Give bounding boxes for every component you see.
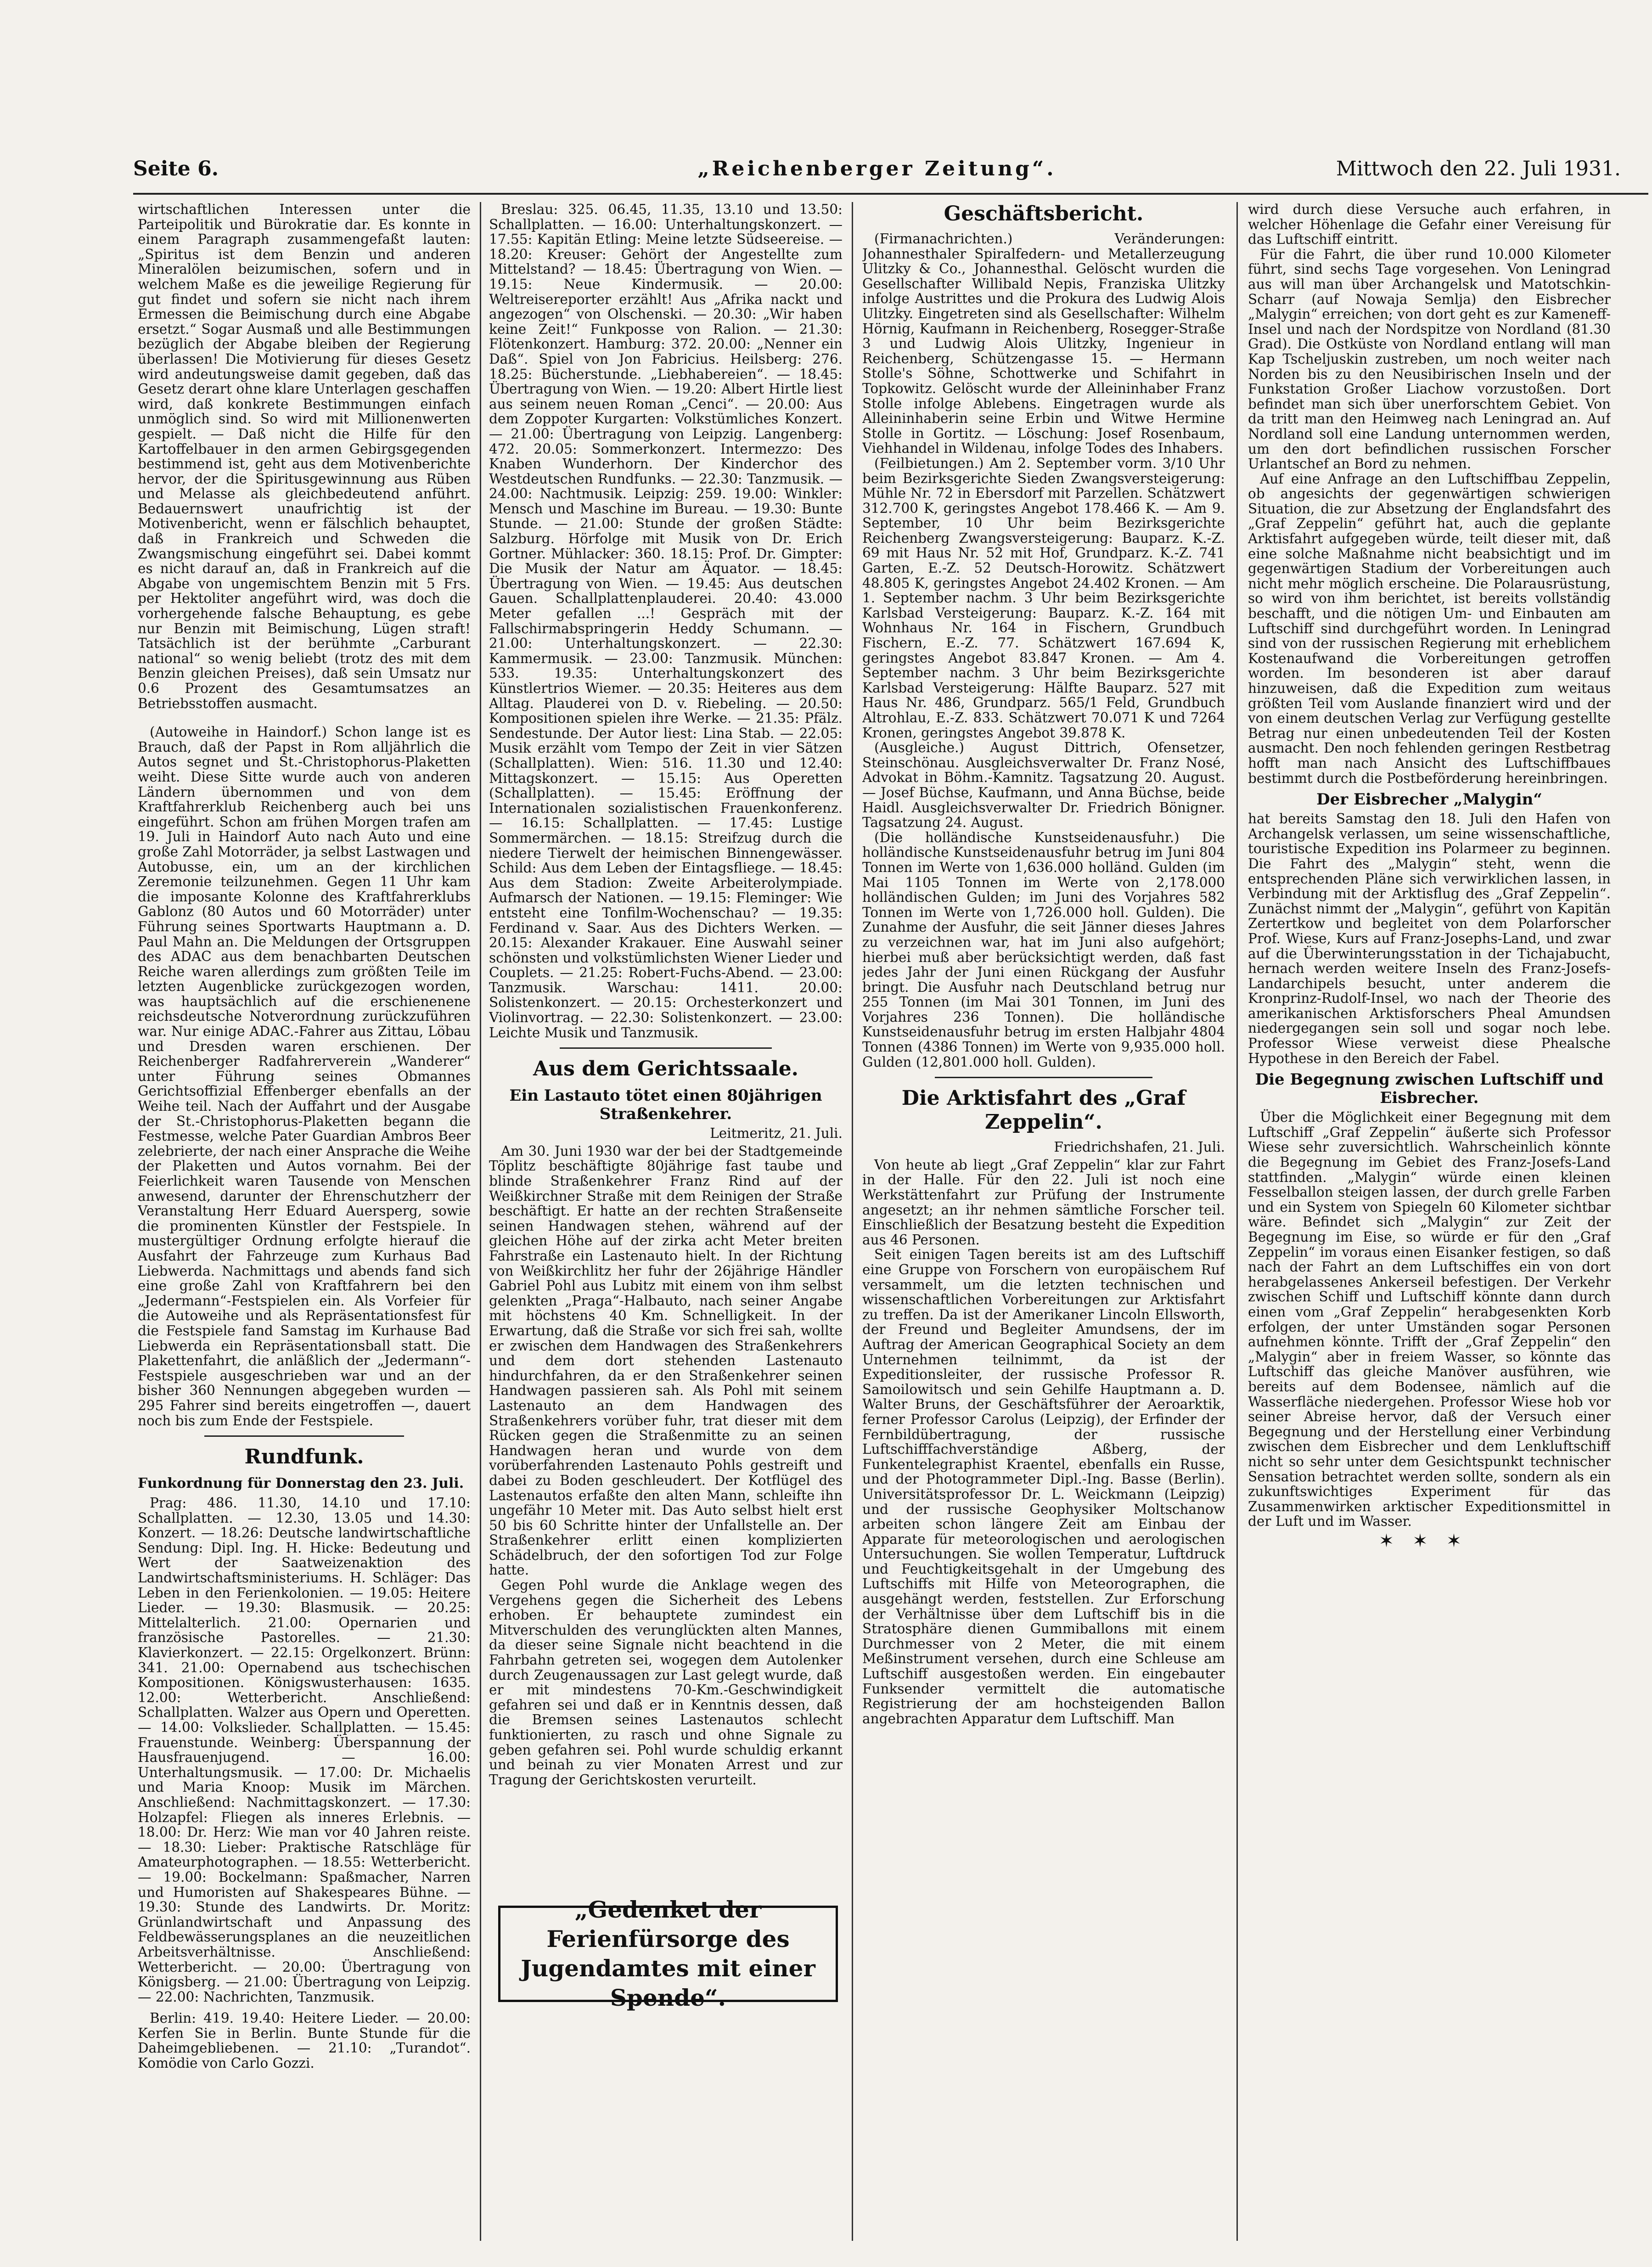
section-heading-gericht: Aus dem Gerichtssaale. [533, 1057, 798, 1081]
column-4 [1248, 202, 1611, 2250]
section-heading-rundfunk: Rundfunk. [244, 1445, 364, 1469]
column-2 [489, 202, 843, 1901]
arktis-continued-3: Auf eine Anfrage an den Luftschiffbau Zeppelin, ob angesichts der gegenwärtigen schwierigen Situation, die zur Absetzung der Englandsfahrt des „Graf Zeppelin“ geführt hat, auch die geplante Arktisfahrt aufgegeben würde, teilt dieser mit, daß eine solche Maßnahme nicht beabsichtigt und im gegenwärtigen Stadium der Vorbereitungen auch nicht mehr möglich erscheine. Die Polarausrüstung, so wird von ihm berichtet, ist bereits vollständig beschafft, und die nötigen Um- und Einbauten am Luftschiff sind durchgeführt worden. In Leningrad sind von der russischen Regierung mit erheblichem Kostenaufwand die Vorbereitungen getroffen worden. Im besonderen ist aber darauf hinzuweisen, daß die Expedition zum weitaus größten Teil vom Auslande finanziert wird und der von einem deutschen Verlag zur Verfügung gestellte Betrag nur einen unbedeutenden Teil der Kosten ausmacht. Den noch fehlenden geringen Restbetrag hofft man nach Ansicht des Luftschiffbaues bestimmt durch die Postbeförderung hereinbringen. [1248, 471, 1611, 786]
section-rule [935, 1077, 1152, 1078]
ausgleiche: (Ausgleiche.) August Dittrich, Ofensetzer, Steinschönau. Ausgleichsverwalter Dr. Franz Nosé, Advokat in Böhm.-Kamnitz. Tagsatzung 20. August. — Josef Büchse, Kaufmann, und Anna Büchse, beide Haidl. Ausgleichsverwalter Dr. Friedrich Bönigner. Tagsatzung 24. August. [862, 740, 1225, 831]
header-rule [133, 193, 1648, 195]
begegnung-paragraph: Über die Möglichkeit einer Begegnung mit dem Luftschiff „Graf Zeppelin“ äußerte sich Professor Wiese sehr zuversichtlich. Wahrscheinlich könnte die Begegnung im Gebiet des Franz-Josefs-Land stattfinden. „Malygin“ würde einen kleinen Fesselballon steigen lassen, der durch grelle Farben und ein System von Spiegeln 60 Kilometer sichtbar wäre. Befindet sich „Malygin“ zur Zeit der Begegnung im Eise, so würde er für den „Graf Zeppelin“ im voraus einen Eisanker festigen, so daß nach der Fahrt an dem Luftschiffes ein von dort herabgelassenes Ankerseil befestigen. Der Verkehr zwischen Schiff und Luftschiff könnte dann durch einen vom „Graf Zeppelin“ herabgesenkten Korb erfolgen, der unter Umständen sogar Personen aufnehmen könnte. Trifft der „Graf Zeppelin“ den „Malygin“ aber in freiem Wasser, so könnte das Luftschiff das gleiche Manöver ausführen, wie bereits auf dem Bodensee, nämlich auf die Wasserfläche niedergehen. Professor Wiese hob vor seiner Abreise hervor, daß der Versuch einer Begegnung und der Herstellung einer Verbindung zwischen dem Eisbrecher und dem Lenkluftschiff nicht so sehr unter dem Gesichtspunkt technischer Sensation betrachtet werden sollte, sondern als ein zukunftswichtiges Experiment für das Zusammenwirken arktischer Expeditionsmittel in der Luft und im Wasser. [1248, 1109, 1611, 1530]
kunstseidenausfuhr: (Die holländische Kunstseidenausfuhr.) Die holländische Kunstseidenausfuhr betrug im Juni 804 Tonnen im Werte von 1,636.000 holländ. Gulden (im Mai 1105 Tonnen im Werte von 2,178.000 holländischen Gulden; im Juni des Vorjahres 582 Tonnen im Werte von 1,726.000 holl. Gulden). Die Zunahme der Ausfuhr, die seit Jänner dieses Jahres zu verzeichnen war, hat im Juni also aufgehört; hierbei muß aber berücksichtigt werden, daß fast jedes Jahr der Juni einen Rückgang der Ausfuhr bringt. Die Ausfuhr nach Deutschland betrug nur 255 Tonnen (im Mai 301 Tonnen, im Juni des Vorjahres 236 Tonnen). Die holländische Kunstseidenausfuhr betrug im ersten Halbjahr 4804 Tonnen (4386 Tonnen) im Werte von 9,935.000 holl. Gulden (12,801.000 holl. Gulden). [862, 829, 1225, 1070]
appeal-box [498, 1896, 838, 2011]
column-divider [480, 202, 481, 2241]
eisbrecher-paragraph: hat bereits Samstag den 18. Juli den Hafen von Archangelsk verlassen, um seine wissenschaftliche, touristische Expedition ins Polarmeer zu beginnen. Die Fahrt des „Malygin“ steht, wenn die entsprechenden Pläne sich verwirklichen lassen, in Verbindung mit der Arktisflug des „Graf Zeppelin“. Zunächst nimmt der „Malygin“, geführt von Kapitän Zertertkow und begleitet von dem Polarforscher Prof. Wiese, Kurs auf Franz-Josephs-Land, und zwar auf die Überwinterungsstation in der Tichajabucht, hernach werden weitere Inseln des Franz-Josefs-Landarchipels besucht, unter anderem die Kronprinz-Rudolf-Insel, wo nach der Theorie des amerikanischen Arktisforschers Pheal Amundsen niedergegangen sein soll und sogar noch lebe. Professor Wiese verweist diese Phealsche Hypothese in den Bereich der Fabel. [1248, 811, 1611, 1066]
page-number: Seite 6. [133, 157, 219, 180]
issue-date: Mittwoch den 22. Juli 1931. [1336, 157, 1621, 180]
article-continuation: wirtschaftlichen Interessen unter die Parteipolitik und Bürokratie dar. Es konnte in einem Paragraph zusammengefaßt lauten: „Spiritus ist dem Benzin und anderen Mineralölen beizumischen, sofern und in welchem Maße es die jeweilige Regierung für gut findet und sofern sie nicht nach ihrem Ermessen die Beimischung durch eine Abgabe ersetzt.“ Sogar Ausmaß und alle Bestimmungen bezüglich der Abgabe bleiben der Regierung überlassen! Die Motivierung für dieses Gesetz wird andeutungsweise damit gegeben, daß das Gesetz derart ohne klare Unterlagen geschaffen wird, daß konkrete Bestimmungen einfach unmöglich sind. So wird mit Millionenwerten gespielt. — Daß nicht die Hilfe für den Kartoffelbauer in den armen Gebirgsgegenden bestimmend ist, geht aus dem Motivenberichte hervor, der die Spiritusgewinnung aus Rüben und Melasse als gleichbedeutend anführt. Bedauernswert unaufrichtig ist der Motivenbericht, wenn er fälschlich behauptet, daß in Frankreich und Schweden die Zwangsmischung eingeführt sei. Dabei kommt es nicht darauf an, daß in Frankreich auf die Abgabe von ungemischtem Benzin mit 5 Frs. per Hektoliter angeführt wird, was doch die vorhergehende falsche Behauptung, es gebe nur Benzin mit Beimischung, Lügen straft! Tatsächlich ist der berühmte „Carburant national“ so wenig beliebt (trotz des mit dem Benzin gleichen Preises), daß sein Umsatz nur 0.6 Prozent des Gesamtumsatzes an Betriebsstoffen ausmacht. [138, 202, 471, 711]
section-rule [204, 1435, 404, 1437]
arktis-dateline: Friedrichshafen, 21. Juli. [1054, 1139, 1225, 1155]
eisbrecher-heading: Der Eisbrecher „Malygin“ [1316, 790, 1542, 809]
column-divider [852, 202, 853, 2241]
gericht-paragraph-2: Gegen Pohl wurde die Anklage wegen des Vergehens gegen die Sicherheit des Lebens erhoben. Er behauptete zumindest ein Mitverschulden des verunglückten alten Mannes, da dieser seine Signale nicht beachtend in die Fahrbahn getreten sei, wogegen dem Autolenker durch Zeugenaussagen zur Last gelegt wurde, daß er mit mindestens 70-Km.-Geschwindigkeit gefahren sei und daß er in Kenntnis dessen, daß die Bremsen seines Lastenautos schlecht funktionierten, zu rasch und ohne Signale zu geben gefahren sei. Pohl wurde schuldig erkannt und beinah zu vier Monaten Arrest und zur Tragung der Gerichtskosten verurteilt. [489, 1577, 843, 1788]
arktis-continued-2: Für die Fahrt, die über rund 10.000 Kilometer führt, sind sechs Tage vorgesehen. Von Leningrad aus will man über Archangelsk und Matotschkin-Scharr (auf Nowaja Semlja) den Eisbrecher „Malygin“ erreichen; von dort geht es zur Kameneff-Insel und nach der Nordspitze von Nordland (81.30 Grad). Die Ostküste von Nordland entlang will man Kap Tscheljuskin zustreben, um noch weiter nach Norden bis zu den Neusibirischen Inseln und der Funkstation Großer Liachow vorzustoßen. Dort befindet man sich über unerforschtem Gebiet. Von da tritt man den Heimweg nach Leningrad an. Auf Nordland soll eine Landung unternommen werden, um den dort befindlichen russischen Forscher Urlantschef an Bord zu nehmen. [1248, 246, 1611, 472]
rundfunk-subheading: Funkordnung für Donnerstag den 23. Juli. [138, 1475, 464, 1492]
page-header [133, 157, 1621, 185]
section-rule [560, 1047, 772, 1049]
gericht-subheading: Ein Lastauto tötet einen 80jährigen Straßenkehrer. [509, 1086, 822, 1124]
gericht-paragraph-1: Am 30. Juni 1930 war der bei der Stadtgemeinde Töplitz beschäftigte 80jährige fast taube und blinde Straßenkehrer Franz Rind auf der Weißkirchner Straße mit dem Reinigen der Straße beschäftigt. Er hatte an der rechten Straßenseite seinen Handwagen stehen, während auf der gleichen Höhe auf der zirka acht Meter breiten Fahrstraße ein Lastenauto hielt. In der Richtung von Weißkirchlitz her fuhr der 26jährige Händler Gabriel Pohl aus Lubitz mit einem von ihm selbst gelenkten „Praga“-Halbauto, nach seiner Angabe mit höchstens 40 Km. Schnelligkeit. In der Erwartung, daß die Straße vor sich frei sah, wollte er zwischen dem Handwagen des Straßenkehrers und dem dort stehenden Lastenauto hindurchfahren, da er den Straßenkehrer seinen Handwagen passieren sah. Als Pohl mit seinem Lastenauto an dem Handwagen des Straßenkehrers vorüber fuhr, trat dieser mit dem Rücken gegen die Straßenmitte zu an seinen Handwagen heran und wurde von dem vorüberfahrenden Lastenauto Pohls gestreift und dabei zu Boden geschleudert. Der Kotflügel des Lastenautos erfaßte den alten Mann, schleifte ihn ungefähr 10 Meter mit. Das Auto selbst hielt erst 50 bis 60 Schritte hinter der Unfallstelle an. Der Straßenkehrer erlitt einen komplizierten Schädelbruch, der den sofortigen Tod zur Folge hatte. [489, 1143, 843, 1578]
ornament-stars: ✶✶✶ [1378, 1530, 1480, 1552]
rundfunk-program: Prag: 486. 11.30, 14.10 und 17.10: Schallplatten. — 12.30, 13.05 und 14.30: Konzert. — 18.26: Deutsche landwirtschaftliche Sendung: Dipl. Ing. H. Hicke: Bedeutung und Wert der Saatweizenaktion des Landwirtschaftsministeriums. H. Schläger: Das Leben in den Ferienkolonien. — 19.05: Heitere Lieder. — 19.30: Blasmusik. — 20.25: Mittelalterlich. 21.00: Opernarien und französische Pastorelles. — 21.30: Klavierkonzert. — 22.15: Orgelkonzert. Brünn: 341. 21.00: Opernabend aus tschechischen Kompositionen. Königswusterhausen: 1635. 12.00: Wetterbericht. Anschließend: Schallplatten. Walzer aus Opern und Operetten. — 14.00: Volkslieder. Schallplatten. — 15.45: Frauenstunde. Weinberg: Überspannung der Hausfrauenjugend. — 16.00: Unterhaltungsmusik. — 17.00: Dr. Michaelis und Maria Knoop: Musik im Märchen. Anschließend: Nachmittagskonzert. — 17.30: Holzapfel: Fliegen als inneres Erlebnis. — 18.00: Dr. Herz: Wie man vor 40 Jahren reiste. — 18.30: Lieber: Praktische Ratschläge für Amateurphotographen. — 18.55: Wetterbericht. — 19.00: Bockelmann: Spaßmacher, Narren und Humoristen auf Shakespeares Bühne. — 19.30: Stunde des Landwirts. Dr. Moritz: Grünlandwirtschaft und Anpassung des Feldbewässerungsplanes an die neuzeitlichen Arbeitsverhältnisse. Anschließend: Wetterbericht. — 20.00: Übertragung von Königsberg. — 21.00: Übertragung von Leipzig. — 22.00: Nachrichten, Tanzmusik. [138, 1495, 471, 2005]
firmennachrichten: (Firmanachrichten.) Veränderungen: Johannesthaler Spiralfedern- und Metallerzeugung Ulitzky & Co., Johannesthal. Gelöscht wurden die Gesellschafter Willibald Nepis, Franziska Ulitzky infolge Austrittes und die Prokura des Ludwig Alois Ulitzky. Eingetreten sind als Gesellschafter: Wilhelm Hörnig, Kaufmann in Reichenberg, Rosegger-Straße 3 und Ludwig Alois Ulitzky, Ingenieur in Reichenberg, Schützengasse 15. — Hermann Stolle's Söhne, Schottwerke und Schifahrt in Topkowitz. Gelöscht wurde der Alleininhaber Franz Stolle infolge Ablebens. Eingetragen wurde als Alleininhaberin seine Erbin und Witwe Hermine Stolle in Gortitz. — Löschung: Josef Rosenbaum, Viehhandel in Wildenau, infolge Todes des Inhabers. [862, 231, 1225, 456]
section-heading-geschaeft: Geschäftsbericht. [944, 202, 1144, 225]
arktis-paragraph-1: Von heute ab liegt „Graf Zeppelin“ klar zur Fahrt in der Halle. Für den 22. Juli ist noch eine Werkstättenfahrt zur Prüfung der Instrumente angesetzt; an ihr nehmen sämtliche Forscher teil. Einschließlich der Besatzung besteht die Expedition aus 46 Personen. [862, 1157, 1225, 1248]
newspaper-title: „Reichenberger Zeitung“. [697, 157, 1056, 180]
article-autoweihe: (Autoweihe in Haindorf.) Schon lange ist es Brauch, daß der Papst in Rom alljährlich die Autos segnet und St.-Christophorus-Plaketten weiht. Diese Sitte wurde auch von anderen Ländern übernommen und von dem Kraftfahrerklub Reichenberg auch bei uns eingeführt. Schon am frühen Morgen trafen am 19. Juli in Haindorf Auto nach Auto und eine große Zahl Motorräder, ja selbst Lastwagen und Autobusse, ein, um an der kirchlichen Zeremonie teilzunehmen. Gegen 11 Uhr kam die imposante Kolonne des Kraftfahrerklubs Gablonz (80 Autos und 60 Motorräder) unter Führung seines Sportwarts Hauptmann a. D. Paul Mahn an. Die Meldungen der Ortsgruppen des ADAC aus dem benachbarten Deutschen Reiche waren allerdings zum größten Teile im letzten Augenblicke zurückgezogen worden, was hauptsächlich auf die erschienenene reichsdeutsche Notverordnung zurückzuführen war. Nur einige ADAC.-Fahrer aus Zittau, Löbau und Dresden waren erschienen. Der Reichenberger Radfahrerverein „Wanderer“ unter Führung seines Obmannes Gerichtsoffizial Effenberger ebenfalls an der Weihe teil. Nach der Auffahrt und der Ausgabe der St.-Christophorus-Plaketten begann die Festmesse, welche Pater Guardian Ambros Beer zelebrierte, der nach einer Ansprache die Weihe der Plaketten und Autos vornahm. Bei der Feierlichkeit waren Tausende von Menschen anwesend, darunter der Ehrenschutzherr der Veranstaltung Herr Eduard Auersperg, sowie die prominenten Künstler der Festspiele. In mustergültiger Ordnung erfolgte hierauf die Ausfahrt der Fahrzeuge zum Kurhaus Bad Liebwerda. Nachmittags und abends fand sich eine große Zahl von Kraftfahrern bei den „Jedermann“-Festspielen ein. Als Vorfeier für die Autoweihe und als Repräsentationsfest für die Festspiele fand Samstag im Kurhause Bad Liebwerda ein Repräsentationsball statt. Die Plakettenfahrt, die anläßlich der „Jedermann“-Festspiele ausgeschrieben war und an der bisher 360 Nennungen abgegeben wurden — 295 Fahrer sind bereits eingetroffen —, dauert noch bis zum Ende der Festspiele. [138, 724, 471, 1429]
rundfunk-program-continued: Breslau: 325. 06.45, 11.35, 13.10 und 13.50: Schallplatten. — 16.00: Unterhaltungskonzert. — 17.55: Kapitän Etling: Meine letzte Südseereise. — 18.20: Kreuser: Gehört der Angestellte zum Mittelstand? — 18.45: Übertragung von Wien. — 19.15: Neue Kindermusik. — 20.00: Weltreisereporter erzählt! Aus „Afrika nackt und angezogen“ von Olschenski. — 20.30: „Wir haben keine Zeit!“ Funkposse von Ralion. — 21.30: Flötenkonzert. Hamburg: 372. 20.00: „Nenner ein Daß“. Spiel von Jon Fabricius. Heilsberg: 276. 18.25: Bücherstunde. „Liebhabereien“. — 18.45: Übertragung von Wien. — 19.20: Albert Hirtle liest aus seinem neuen Roman „Cenci“. — 20.00: Aus dem Zoppoter Kurgarten: Volkstümliches Konzert. — 21.00: Übertragung von Leipzig. Langenberg: 472. 20.05: Sommerkonzert. Intermezzo: Des Knaben Wunderhorn. Der Kinderchor des Westdeutschen Rundfunks. — 22.30: Tanzmusik. — 24.00: Nachtmusik. Leipzig: 259. 19.00: Winkler: Mensch und Maschine im Bureau. — 19.30: Bunte Stunde. — 21.00: Stunde der großen Städte: Salzburg. Hörfolge mit Musik von Dr. Erich Gortner. Mühlacker: 360. 18.15: Prof. Dr. Gimpter: Die Musik der Natur am Äquator. — 18.45: Übertragung von Wien. — 19.45: Aus deutschen Gauen. Schallplattenplauderei. 20.40: 43.000 Meter gefallen ...! Gespräch mit der Fallschirmabspringerin Heddy Schumann. — 21.00: Unterhaltungskonzert. — 22.30: Kammermusik. — 23.00: Tanzmusik. München: 533. 19.35: Unterhaltungskonzert des Künstlertrios Wiemer. — 20.35: Heiteres aus dem Alltag. Plauderei von D. v. Riebeling. — 20.50: Kompositionen spielen ihre Werke. — 21.35: Pfälz. Sendestunde. Der Autor liest: Lina Stab. — 22.05: Musik erzählt vom Tempo der Zeit in vier Sätzen (Schallplatten). Wien: 516. 11.30 und 12.40: Mittagskonzert. — 15.15: Aus Operetten (Schallplatten). — 15.45: Eröffnung der Internationalen sozialistischen Frauenkonferenz. — 16.15: Schallplatten. — 17.45: Lustige Sommermärchen. — 18.15: Streifzug durch die niedere Tierwelt der heimischen Binnengewässer. Schild: Aus dem Leben der Eintagsfliege. — 18.45: Aus dem Stadion: Zweite Arbeiterolympiade. Aufmarsch der Nationen. — 19.15: Fleminger: Wie entsteht eine Tonfilm-Wochenschau? — 19.35: Ferdinand v. Saar. Aus des Dichters Werken. — 20.15: Alexander Krakauer. Eine Auswahl seiner schönsten und volkstümlichsten Wiener Lieder und Couplets. — 21.25: Robert-Fuchs-Abend. — 23.00: Tanzmusik. Warschau: 1411. 20.00: Solistenkonzert. — 20.15: Orchesterkonzert und Violinvortrag. — 22.30: Solistenkonzert. — 23.00: Leichte Musik und Tanzmusik. [489, 202, 843, 1041]
arktis-continued-1: wird durch diese Versuche auch erfahren, in welcher Höhenlage die Gefahr einer Vereisung für das Luftschiff eintritt. [1248, 202, 1611, 248]
column-3 [862, 202, 1225, 2250]
rundfunk-berlin: Berlin: 419. 19.40: Heitere Lieder. — 20.00: Kerfen Sie in Berlin. Bunte Stunde für die Daheimgebliebenen. — 21.10: „Turandot“. Komödie von Carlo Gozzi. [138, 2010, 471, 2071]
section-heading-arktisfahrt: Die Arktisfahrt des „Graf Zeppelin“. [901, 1086, 1186, 1134]
appeal-text: „Gedenket der Ferienfürsorge des Jugendamtes mit einer Spende“. [521, 1896, 815, 2011]
begegnung-heading: Die Begegnung zwischen Luftschiff und Eisbrecher. [1255, 1070, 1604, 1108]
column-divider [1236, 202, 1238, 2241]
gericht-dateline: Leitmeritz, 21. Juli. [710, 1125, 843, 1142]
feilbietungen: (Feilbietungen.) Am 2. September vorm. 3/10 Uhr beim Bezirksgerichte Sieden Zwangsversteigerung: Mühle Nr. 72 in Ebersdorf mit Parzellen. Schätzwert 312.700 K, geringstes Angebot 178.466 K. — Am 9. September, 10 Uhr beim Bezirksgerichte Reichenberg Zwangsversteigerung: Bauparz. K.-Z. 69 mit Haus Nr. 52 mit Hof, Grundparz. K.-Z. 741 Garten, E.-Z. 52 Deutsch-Horowitz. Schätzwert 48.805 K, geringstes Angebot 24.402 Kronen. — Am 1. September nachm. 3 Uhr beim Bezirksgerichte Karlsbad Versteigerung: Bauparz. K.-Z. 164 mit Wohnhaus Nr. 164 in Fischern, Grundbuch Fischern, E.-Z. 77. Schätzwert 167.694 K, geringstes Angebot 83.847 Kronen. — Am 4. September nachm. 3 Uhr beim Bezirksgerichte Karlsbad Versteigerung: Hälfte Bauparz. 527 mit Haus Nr. 486, Grundparz. 565/1 Feld, Grundbuch Altrohlau, E.-Z. 833. Schätzwert 70.071 K und 7264 Kronen, geringstes Angebot 39.878 K. [862, 455, 1225, 741]
column-1 [138, 202, 471, 2250]
arktis-paragraph-2: Seit einigen Tagen bereits ist am des Luftschiff eine Gruppe von Forschern von europäischem Ruf versammelt, um die letzten technischen und wissenschaftlichen Vorbereitungen zur Arktisfahrt zu treffen. Da ist der Amerikaner Lincoln Ellsworth, der Freund und Begleiter Amundsens, der im Auftrag der American Geographical Society an dem Unternehmen teilnimmt, da ist der Expeditionsleiter, der russische Professor R. Samoilowitsch und sein Gehilfe Hauptmann a. D. Walter Bruns, der Geschäftsführer der Aeroarktik, ferner Professor Carolus (Leipzig), der Erfinder der Fernbildübertragung, der russische Luftschifffachverständige Aßberg, der Funkentelegraphist Kraentel, ebenfalls ein Russe, und der Photogrammeter Dipl.-Ing. Basse (Berlin). Universitätsprofessor Dr. L. Weickmann (Leipzig) und der russische Geophysiker Moltschanow arbeiten schon längere Zeit am Einbau der Apparate für meteorologischen und aerologischen Untersuchungen. Sie wollen Temperatur, Luftdruck und Feuchtigkeitsgehalt in der Umgebung des Luftschiffs mit Hilfe von Meteorographen, die ausgehängt werden, feststellen. Zur Erforschung der Verhältnisse über dem Luftschiff bis in die Stratosphäre dienen Gummiballons mit einem Durchmesser von 2 Meter, die mit einem Meßinstrument versehen, durch eine Schleuse am Luftschiff ausgestoßen werden. Ein eingebauter Funksender vermittelt die automatische Registrierung der am hochsteigenden Ballon angebrachten Apparatur dem Luftschiff. Man [862, 1247, 1225, 1727]
